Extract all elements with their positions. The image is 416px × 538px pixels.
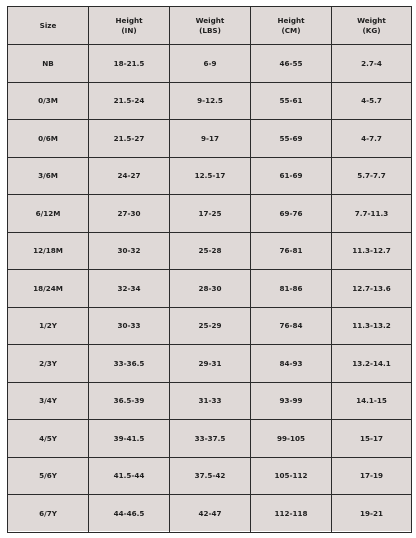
- cell-height-in: 27-30: [89, 195, 170, 233]
- cell-weight-lbs: 37.5-42: [170, 457, 251, 495]
- header-height-cm: [251, 7, 332, 45]
- cell-weight-lbs: 33-37.5: [170, 420, 251, 458]
- header-weight-lbs: [170, 7, 251, 45]
- cell-height-cm: 99-105: [251, 420, 332, 458]
- header-weight-lbs-label: Weight: [195, 15, 225, 25]
- table-row: [8, 232, 412, 270]
- cell-weight-kg: 5.7-7.7: [332, 157, 412, 195]
- table-row: [8, 457, 412, 495]
- cell-weight-kg: 13.2-14.1: [332, 345, 412, 383]
- cell-size: NB: [8, 45, 89, 83]
- cell-size: 5/6Y: [8, 457, 89, 495]
- cell-size: 12/18M: [8, 232, 89, 270]
- size-chart-table: [7, 6, 412, 533]
- cell-height-cm: 112-118: [251, 495, 332, 533]
- cell-height-in: 44-46.5: [89, 495, 170, 533]
- cell-height-cm: 69-76: [251, 195, 332, 233]
- cell-weight-kg: 19-21: [332, 495, 412, 533]
- cell-weight-kg: 17-19: [332, 457, 412, 495]
- cell-height-cm: 93-99: [251, 382, 332, 420]
- table-row: [8, 120, 412, 158]
- cell-height-in: 30-32: [89, 232, 170, 270]
- cell-size: 2/3Y: [8, 345, 89, 383]
- cell-weight-lbs: 29-31: [170, 345, 251, 383]
- header-height-in-unit: (IN): [121, 25, 137, 35]
- header-height-in-label: Height: [115, 15, 143, 25]
- cell-height-in: 41.5-44: [89, 457, 170, 495]
- table-row: [8, 345, 412, 383]
- cell-height-in: 21.5-27: [89, 120, 170, 158]
- cell-height-in: 24-27: [89, 157, 170, 195]
- cell-weight-lbs: 25-29: [170, 307, 251, 345]
- table-row: [8, 195, 412, 233]
- cell-height-cm: 55-61: [251, 82, 332, 120]
- cell-size: 6/7Y: [8, 495, 89, 533]
- header-row: [8, 7, 412, 45]
- table-row: [8, 45, 412, 83]
- cell-weight-kg: 11.3-12.7: [332, 232, 412, 270]
- cell-weight-lbs: 9-12.5: [170, 82, 251, 120]
- cell-size: 3/4Y: [8, 382, 89, 420]
- cell-size: 1/2Y: [8, 307, 89, 345]
- cell-weight-lbs: 31-33: [170, 382, 251, 420]
- cell-height-cm: 81-86: [251, 270, 332, 308]
- header-height-in: [89, 7, 170, 45]
- cell-height-cm: 61-69: [251, 157, 332, 195]
- cell-height-cm: 105-112: [251, 457, 332, 495]
- cell-weight-lbs: 9-17: [170, 120, 251, 158]
- table-row: [8, 495, 412, 533]
- cell-height-in: 18-21.5: [89, 45, 170, 83]
- cell-height-cm: 76-84: [251, 307, 332, 345]
- cell-weight-lbs: 6-9: [170, 45, 251, 83]
- header-height-cm-label: Height: [277, 15, 305, 25]
- header-size: [8, 7, 89, 45]
- table-row: [8, 420, 412, 458]
- cell-height-in: 30-33: [89, 307, 170, 345]
- table-row: [8, 82, 412, 120]
- cell-height-cm: 84-93: [251, 345, 332, 383]
- cell-weight-kg: 11.3-13.2: [332, 307, 412, 345]
- header-weight-kg-unit: (KG): [362, 25, 381, 35]
- cell-weight-lbs: 28-30: [170, 270, 251, 308]
- cell-weight-kg: 15-17: [332, 420, 412, 458]
- cell-weight-kg: 14.1-15: [332, 382, 412, 420]
- cell-weight-kg: 4-7.7: [332, 120, 412, 158]
- cell-weight-kg: 12.7-13.6: [332, 270, 412, 308]
- cell-height-cm: 46-55: [251, 45, 332, 83]
- table-row: [8, 382, 412, 420]
- cell-weight-lbs: 17-25: [170, 195, 251, 233]
- cell-height-in: 33-36.5: [89, 345, 170, 383]
- header-height-cm-unit: (CM): [281, 25, 301, 35]
- header-weight-lbs-unit: (LBS): [199, 25, 221, 35]
- cell-height-in: 32-34: [89, 270, 170, 308]
- header-size-label: Size: [39, 20, 57, 30]
- cell-size: 6/12M: [8, 195, 89, 233]
- cell-weight-lbs: 25-28: [170, 232, 251, 270]
- cell-height-in: 36.5-39: [89, 382, 170, 420]
- cell-size: 3/6M: [8, 157, 89, 195]
- cell-size: 0/6M: [8, 120, 89, 158]
- cell-height-in: 21.5-24: [89, 82, 170, 120]
- cell-weight-kg: 7.7-11.3: [332, 195, 412, 233]
- cell-weight-lbs: 42-47: [170, 495, 251, 533]
- cell-weight-kg: 2.7-4: [332, 45, 412, 83]
- header-weight-kg: [332, 7, 412, 45]
- cell-size: 0/3M: [8, 82, 89, 120]
- table-row: [8, 270, 412, 308]
- size-chart-sheet: [7, 6, 411, 531]
- cell-weight-kg: 4-5.7: [332, 82, 412, 120]
- table-row: [8, 307, 412, 345]
- cell-weight-lbs: 12.5-17: [170, 157, 251, 195]
- cell-height-cm: 76-81: [251, 232, 332, 270]
- header-weight-kg-label: Weight: [357, 15, 386, 25]
- cell-height-in: 39-41.5: [89, 420, 170, 458]
- cell-size: 18/24M: [8, 270, 89, 308]
- cell-size: 4/5Y: [8, 420, 89, 458]
- cell-height-cm: 55-69: [251, 120, 332, 158]
- table-row: [8, 157, 412, 195]
